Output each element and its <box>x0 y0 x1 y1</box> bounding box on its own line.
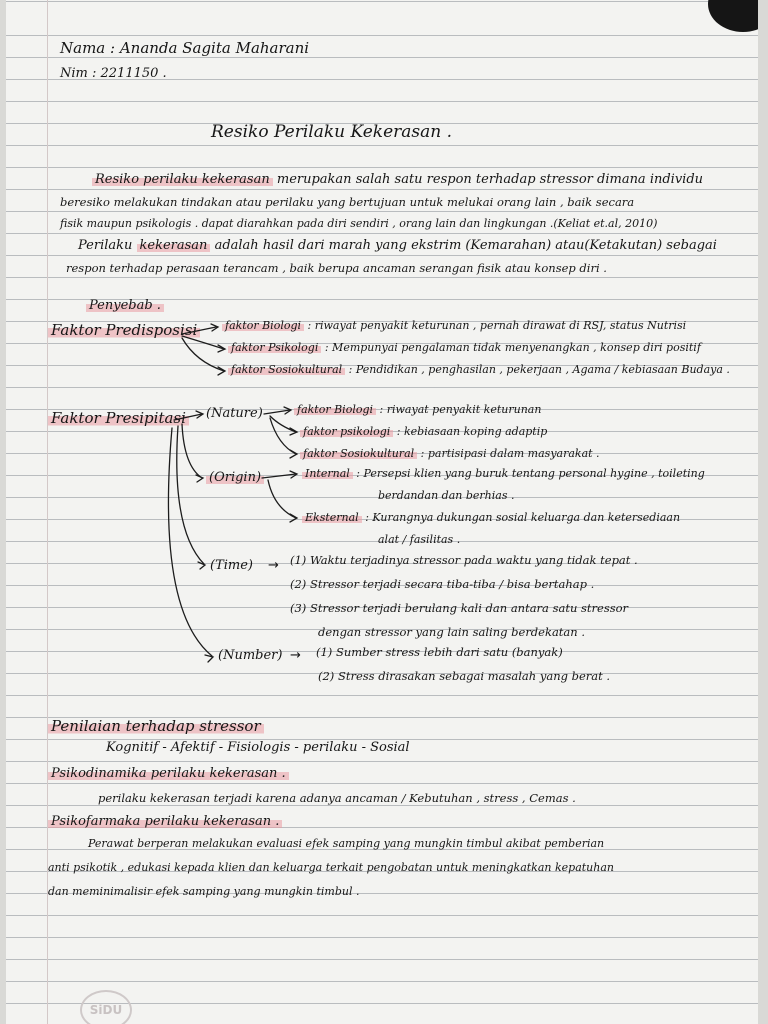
corner-shadow <box>708 0 758 32</box>
psikofarmaka-heading: Psikofarmaka perilaku kekerasan . <box>48 814 282 830</box>
notebook-page <box>6 0 758 1024</box>
presipitasi-label: Faktor Presipitasi <box>48 410 189 426</box>
time-item: (1) Waktu terjadinya stressor pada waktu yang tidak tepat . <box>290 553 638 567</box>
origin-label: (Origin) <box>206 470 264 486</box>
time-item: (3) Stressor terjadi berulang kali dan antara satu stressor <box>290 601 629 615</box>
predisposisi-item: faktor Psikologi : Mempunyai pengalaman tidak menyenangkan , konsep diri positif <box>228 340 701 356</box>
time-arrow-icon: → <box>268 558 279 573</box>
number-label: (Number) <box>218 648 283 663</box>
intro-line-4 <box>78 238 717 254</box>
nature-label: (Nature) <box>206 406 263 421</box>
brand-logo: SiDU <box>80 990 132 1024</box>
psikofarmaka-line: anti psikotik , edukasi kepada klien dan keluarga terkait pengobatan untuk meningkatkan kepatuhan <box>48 861 614 874</box>
intro-line-5: respon terhadap perasaan terancam , baik berupa ancaman serangan fisik atau konsep diri . <box>66 261 607 275</box>
intro-line-4-pre: Perilaku <box>78 238 133 253</box>
name-line: Nama : Ananda Sagita Maharani <box>60 39 310 57</box>
penilaian-heading: Penilaian terhadap stressor <box>48 718 264 734</box>
page-title: Resiko Perilaku Kekerasan . <box>211 122 453 142</box>
origin-internal-cont: berdandan dan berhias . <box>378 489 515 502</box>
intro-line-1 <box>92 172 703 188</box>
psikodinamika-text: perilaku kekerasan terjadi karena adanya ancaman / Kebutuhan , stress , Cemas . <box>98 791 576 805</box>
nature-item: faktor Sosiokultural : partisipasi dalam masyarakat . <box>300 446 600 462</box>
psikofarmaka-line: Perawat berperan melakukan evaluasi efek samping yang mungkin timbul akibat pemberian <box>88 837 605 850</box>
psikofarmaka-line: dan meminimalisir efek samping yang mungkin timbul . <box>48 885 360 898</box>
predisposisi-item: faktor Biologi : riwayat penyakit keturunan , pernah dirawat di RSJ, status Nutrisi <box>222 318 686 334</box>
intro-line-4-rest: adalah hasil dari marah yang ekstrim (Kemarahan) atau(Ketakutan) sebagai <box>214 238 717 253</box>
intro-line-3: fisik maupun psikologis . dapat diarahkan pada diri sendiri , orang lain dan lingkungan .(Keliat et.al, 2010) <box>60 217 658 230</box>
predisposisi-item: faktor Sosiokultural : Pendidikan , penghasilan , pekerjaan , Agama / kebiasaan Budaya . <box>228 362 730 378</box>
predisposisi-label: Faktor Predisposisi <box>48 322 200 338</box>
nature-item: faktor Biologi : riwayat penyakit keturunan <box>294 402 541 418</box>
penilaian-items: Kognitif - Afektif - Fisiologis - perilaku - Sosial <box>106 740 410 755</box>
penyebab-heading: Penyebab . <box>86 298 164 314</box>
intro-line-4-term: kekerasan <box>137 238 211 253</box>
nim-line: Nim : 2211150 . <box>60 66 167 81</box>
psikodinamika-heading: Psikodinamika perilaku kekerasan . <box>48 766 289 782</box>
origin-eksternal-cont: alat / fasilitas . <box>378 533 461 546</box>
number-arrow-icon: → <box>290 648 301 663</box>
number-item: (1) Sumber stress lebih dari satu (banyak) <box>316 645 563 659</box>
origin-eksternal: Eksternal : Kurangnya dukungan sosial keluarga dan ketersediaan <box>302 510 680 526</box>
time-item: dengan stressor yang lain saling berdekatan . <box>318 625 585 639</box>
time-label: (Time) <box>210 558 253 573</box>
intro-line-2: beresiko melakukan tindakan atau perilaku yang bertujuan untuk melukai orang lain , baik secara <box>60 195 635 209</box>
time-item: (2) Stressor terjadi secara tiba-tiba / bisa bertahap . <box>290 577 595 591</box>
nature-item: faktor psikologi : kebiasaan koping adaptip <box>300 424 547 440</box>
number-item: (2) Stress dirasakan sebagai masalah yang berat . <box>318 669 611 683</box>
intro-term-highlight: Resiko perilaku kekerasan <box>92 172 273 187</box>
intro-line-1-rest: merupakan salah satu respon terhadap stressor dimana individu <box>276 172 704 187</box>
origin-internal: Internal : Persepsi klien yang buruk tentang personal hygine , toileting <box>302 466 705 482</box>
